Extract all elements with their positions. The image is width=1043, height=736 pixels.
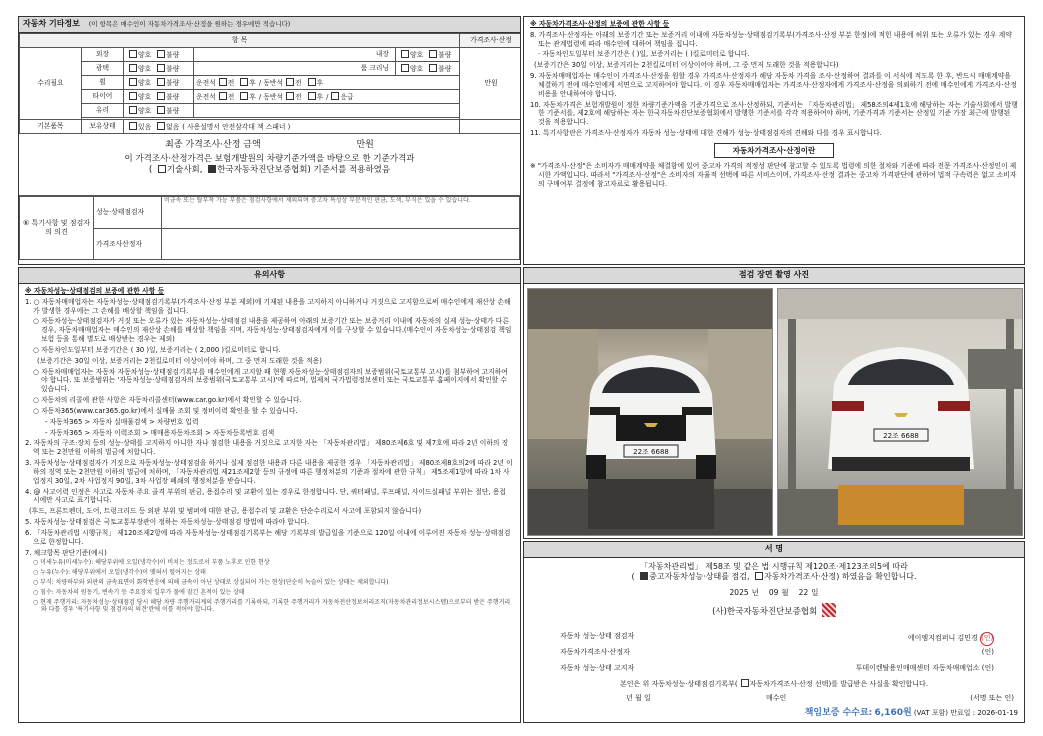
interior-options: 양호 불량	[396, 48, 460, 62]
rear-car-drawing	[778, 289, 1023, 536]
special-notes-table	[19, 196, 520, 260]
other-info-title: 자동차 기타정보	[23, 19, 80, 28]
wheel-positions: 운전석 전 후 / 동반석 전 후	[194, 76, 460, 90]
inspector-name: 에이엠지컴퍼니 김민경 (인)	[908, 632, 994, 646]
signature-date: 2025 년 09 월 22 일	[729, 588, 819, 597]
checkbox[interactable]	[331, 92, 339, 100]
row-cleaning: 룸 크리닝	[194, 62, 396, 76]
checkbox[interactable]	[219, 78, 227, 86]
fee-value: 6,160원	[874, 708, 912, 718]
wheel-options: 양호 불량	[124, 76, 194, 90]
note-3: 3. 자동차성능·상태점검자가 거짓으로 자동차성능·상태점검을 하거나 실제 점검한 내용과 다른 내용을 제공한 경우 「자동차관리법」 제80조제8호의2에 따라 2년 이하의 징역 또는 2천만원 이하의 벌금에 처하며, 「자동차관리법 제21조제2항 등의 규정에 따른 행정처분의 기준과 절차에 관한 규칙」 제5조제1항에 따라 1차 사업정지 30일, 2차 사업정지 90일, 3차 사업장 폐쇄의 행정처분을 받습니다.	[25, 459, 513, 485]
note-4b: (후드, 프론트펜더, 도어, 트렁크리드 등 외판 부위 및 범퍼에 대한 판금, 용접수리 및 교환은 단순수리로서 사고에 포함되지 않습니다)	[29, 507, 422, 516]
price-guarantee-title: ※ 자동차가격조사·산정의 보증에 관한 사항 등	[530, 20, 670, 28]
signature-line-2: ( 중고자동차성능·상태를 점검, 자동차가격조사·산정) 하였음을 확인합니다.	[631, 572, 917, 581]
gloss-options: 양호 불량	[124, 62, 194, 76]
note-7e: ○ 현재 주행거리: 자동차성능·상태점검 당시 해당 차량 주행거리계의 주행거리를 기록하되, 기록한 주행거리가 자동차전산정보처리조직(자동차관리정보시스템)으로부터 받은 주행거리와 다를 경우 '특기사항 및 점검자의 의견'란에 이를 적어야 합니다.	[33, 598, 511, 614]
other-info-note: (이 항목은 매수인이 자동차가격조사·산정을 원하는 경우에만 적습니다)	[88, 20, 291, 28]
inspector-label: 자동차 성능·상태 점검자	[560, 632, 635, 640]
buyer-label: 매수인	[766, 694, 787, 702]
checkbox[interactable]	[219, 92, 227, 100]
checkbox[interactable]	[157, 106, 165, 114]
note-1h: - 자동차365 > 자동차 실매물검색 > 차량번호 입력	[45, 417, 199, 426]
appraiser-seal: (인)	[981, 648, 994, 656]
note-4: 4. @ 사고이력 인정은 사고로 자동차 주요 골격 부위의 판금, 용접수리 및 교환이 있는 경우로 한정합니다. 단, 쿼터패널, 루프패널, 사이드실패널 부위는 절단, 용접 시에만 사고로 표기합니다.	[25, 487, 506, 505]
final-price-unit: 만원	[356, 140, 374, 150]
checkbox[interactable]	[429, 50, 437, 58]
note-1c: ○ 자동차인도일부터 보증기간은 ( 30 )일, 보증거리는 ( 2,000 )킬로미터로 합니다.	[33, 345, 281, 354]
tire-positions: 운전석 전 후 / 동반석 전 후 / 응급	[194, 90, 460, 104]
note-7c: ○ 부식: 차량하부와 외판의 금속표면이 화학반응에 의해 금속이 아닌 상태로 상실되어 가는 현상(단순히 녹슬어 있는 상태는 제외합니다)	[33, 578, 389, 586]
checkbox[interactable]	[157, 122, 165, 130]
front-plate: 22조 6688	[633, 448, 669, 456]
price-guarantee-panel	[523, 16, 1025, 265]
row-exterior: 외장	[82, 48, 124, 62]
row-interior: 내장	[194, 48, 396, 62]
notes-header: 유의사항	[19, 268, 520, 284]
price-item-8: 8. 가격조사·산정자는 아래의 보증기간 또는 보증거리 이내에 자동차성능·상태점검기록부(가격조사·산정 부분 한정)에 적힌 내용에 허위 또는 오류가 있는 경우 계약 또는 관계법령에 따라 매수인에 대하여 책임을 집니다.	[530, 30, 1012, 48]
price-item-11: 11. 특기사항란은 가격조사·산정자가 자동차 성능·상태에 대한 견해가 성능·상태점검자의 견해와 다를 경우 표시합니다.	[530, 129, 882, 138]
checkbox[interactable]	[129, 122, 137, 130]
cleaning-options: 양호 불량	[396, 62, 460, 76]
fee-note: (VAT 포함) 만료일 : 2026-01-19	[913, 709, 1018, 717]
definition-title: 자동차가격조사·산정이란	[714, 143, 835, 158]
basis-line-2: ( 기술사회, 한국자동차진단보증협회) 기준서를 적용하였음	[148, 164, 391, 175]
notes-subtitle: ※ 자동차성능·상태점검의 보증에 관한 사항 등	[25, 287, 165, 295]
definition-text: ※ "가격조사·산정"은 소비자가 매매계약을 체결함에 있어 중고차 가격의 적정성 판단에 참고할 수 있도록 법령에 의한 절차와 기준에 따라 전문 가격조사·산정인이 제시한 가액입니다. 따라서 "가격조사·산정"은 소비자의 자율적 선택에 따른 서비스이며, 가격조사·산정 결과는 중고차 가격판단에 관하여 법적 구속력은 없고 소비자의 구매여부 결정에 참고자료로 활용됩니다.	[530, 162, 1017, 188]
checkbox[interactable]	[401, 50, 409, 58]
possession-options: 있음 없음 ( 사용설명서 안전삼각대 잭 스패너 )	[124, 120, 460, 134]
final-price-block	[19, 134, 520, 196]
other-info-panel	[18, 16, 521, 265]
price-appraiser-label: 가격조사산정자	[94, 228, 162, 260]
notes-panel	[18, 267, 521, 723]
signature-header: 서 명	[524, 542, 1024, 558]
glass-options: 양호 불량	[124, 104, 194, 118]
checkbox[interactable]	[129, 64, 137, 72]
final-price-label: 최종 가격조사·산정 금액	[165, 140, 261, 150]
front-car-photo	[527, 288, 773, 536]
rear-plate: 22조 6688	[883, 432, 919, 440]
other-info-table	[19, 33, 521, 134]
checkbox[interactable]	[755, 572, 763, 580]
checkbox[interactable]	[158, 165, 166, 173]
col-price-header: 가격조사·산정	[460, 34, 521, 48]
note-7a: ○ 미세누유(미세누수): 해당부위에 오일(냉각수)이 비치는 정도로서 부품 노후로 인한 현상	[33, 559, 270, 567]
notifier-label: 자동차 성능·상태 고지자	[560, 664, 635, 672]
checkbox[interactable]	[129, 50, 137, 58]
front-car-drawing	[528, 289, 773, 536]
fee-label: 책임보증 수수료:	[804, 708, 873, 718]
checkbox[interactable]	[129, 92, 137, 100]
checkbox[interactable]	[208, 165, 216, 173]
checkbox[interactable]	[240, 92, 248, 100]
receipt-row: 본인은 위 자동차성능·상태점검기록부( 자동차가격조사·산정 선택)를 발급받은 사실을 확인합니다.	[620, 680, 928, 688]
exterior-options: 양호 불량	[124, 48, 194, 62]
checkbox[interactable]	[429, 64, 437, 72]
note-1d: (보증기간은 30일 이상, 보증거리는 2천킬로미터 이상이어야 하며, 그 중 먼저 도래한 것을 적용)	[37, 356, 322, 365]
note-5: 5. 자동차성능·상태점검은 국토교통부장관이 정하는 자동차성능·상태점검 방법에 따라야 합니다.	[25, 518, 310, 527]
note-7: 7. 체크항목 판단기준(예시)	[25, 548, 107, 557]
signature-panel	[523, 541, 1025, 723]
price-item-8b: (보증기간은 30일 이상, 보증거리는 2천킬로미터 이상이어야 하며, 그 중 먼저 도래한 것을 적용합니다)	[534, 61, 839, 70]
checkbox[interactable]	[741, 679, 749, 687]
price-item-10: 10. 자동차가격은 보험개발원이 정한 차량기준가액을 기준가격으로 조사·산정하되, 기준서는 「자동차관리법」 제58조의4제1호에 해당하는 자는 기술사회에서 발행한 기준서를, 제2호에 해당하는 자는 한국자동차진단보증협회에서 발행한 기준서를 각각 적용하여야 하며, 기준가격과 기준서는 산정일 기준 가장 최근에 발행된 것을 적용합니다.	[530, 100, 1018, 127]
row-tire: 타이어	[82, 90, 124, 104]
checkbox[interactable]	[286, 92, 294, 100]
note-1e: ○ 자동차매매업자는 자동차 자동차성능·상태점검기록부를 매수인에게 고지할 때 현행 자동차성능·상태점검자의 보증범위(국토교통부 고시)를 첨부하여 고지하여야 합니다. 또 보증범위는 '자동차성능·상태점검자의 보증범위(국토교통부 고시)'에 따르며, 법제처 국가법령정보센터 또는 국토교통부 홈페이지에서 확인할 수 있습니다.	[33, 367, 508, 394]
note-1f: ○ 자동차의 리콜에 관한 사항은 자동차리콜센터(www.car.go.kr)에서 확인할 수 있습니다.	[33, 396, 302, 405]
note-6: 6. 「자동차관리법 시행규칙」 제120조제2항에 따라 자동차성능·상태점검기록부는 해당 기록부의 발급일을 기준으로 120일 이내에 이루어진 자동차 성능·상태점검으로 한정합니다.	[25, 528, 511, 546]
signature-line-1: 「자동차관리법」 제58조 및 같은 법 시행규칙 제120조·제123조의5에 따라	[640, 562, 908, 571]
special-label: ⑥ 특기사항 및 점검자의 의견	[20, 197, 94, 260]
note-7b: ○ 누유(누수): 해당부위에서 오일(냉각수)이 맺혀서 떨어지는 상태	[33, 569, 206, 577]
price-item-9: 9. 자동차매매업자는 매수인이 가격조사·산정을 원할 경우 가격조사·산정자가 해당 자동차 가격을 조사·산정하여 결과를 이 서식에 적도록 한 후, 반드시 매매계약을 체결하기 전에 매수인에게 서면으로 고지하여야 합니다. 이 경우 자동차매매업자는 가격조사·산정자에게 가격조사·산정을 의뢰하기 전에 매수인에게 가격조사·산정 비용을 안내하여야 합니다.	[530, 72, 1017, 98]
photos-header: 점검 장면 촬영 사진	[524, 268, 1024, 284]
checkbox[interactable]	[157, 50, 165, 58]
checkbox[interactable]	[157, 64, 165, 72]
org-seal-icon	[822, 603, 836, 617]
note-1b: ○ 자동차성능·상태점검자가 거짓 또는 오류가 있는 자동차성능·상태점검 내용을 제공하여 아래의 보증기간 또는 보증거리 이내에 자동차의 실제 성능·상태가 다른 경우, 자동차매매업자는 매수인의 재산상 손해를 배상할 책임을 지며, 자동차성능·상태점검자에게 이를 구상할 수 있습니다.(매수인이 자동차성능·상태점검 책임보험 등을 통해 별도로 배상받는 경우는 제외)	[33, 317, 512, 344]
checkbox[interactable]	[157, 92, 165, 100]
checkbox[interactable]	[308, 92, 316, 100]
photos-panel	[523, 267, 1025, 539]
possession-label: 보유상태	[82, 120, 124, 134]
checkbox[interactable]	[129, 78, 137, 86]
checkbox[interactable]	[157, 78, 165, 86]
other-info-header	[19, 17, 520, 33]
note-2: 2. 자동차의 구조·장치 등의 성능·상태를 고지하지 아니한 자나 점검한 내용을 거짓으로 고지한 자는 「자동차관리법」 제80조제6호 및 제7호에 따라 2년 이하의 징역 또는 2천만원 이하의 벌금에 처합니다.	[25, 439, 509, 457]
notifier-name: 투데이렌탈용인매매센터 자동차매매업소 (인)	[855, 664, 994, 672]
checkbox[interactable]	[401, 64, 409, 72]
note-1g: ○ 자동차365(www.car365.go.kr)에서 실매물 조회 및 정비이력 확인을 할 수 있습니다.	[33, 406, 298, 415]
basis-line-1: 이 가격조사·산정가격은 보험개발원의 차량기준가액을 바탕으로 한 기준가격과	[124, 154, 415, 165]
buyer-sign: (서명 또는 인)	[970, 694, 1014, 702]
appraiser-label: 자동차가격조사·산정자	[560, 648, 630, 656]
inspector-stamp-icon: (인)	[980, 632, 994, 646]
rear-car-photo	[777, 288, 1023, 536]
repair-label: 수리필요	[20, 48, 82, 120]
checkbox[interactable]	[240, 78, 248, 86]
note-1i: - 자동차365 > 자동차 이력조회 > 매매용자동차조회 > 자동차등록번호 검색	[45, 428, 275, 437]
checkbox[interactable]	[286, 78, 294, 86]
buyer-date: 년 월 일	[626, 694, 651, 702]
checkbox[interactable]	[308, 78, 316, 86]
checkbox[interactable]	[640, 572, 648, 580]
note-7d: ○ 침수: 자동차의 원동기, 변속기 등 주요장치 일부가 물에 잠긴 흔적이 있는 상태	[33, 588, 245, 596]
col-item-header: 항 목	[20, 34, 460, 48]
perf-inspector-note: 비금속 또는 탈부착 가능 부품은 점검사항에서 제외되며 중고차 특성상 부분적인 판금, 도색, 부식은 있을 수 있습니다.	[162, 197, 520, 229]
row-wheel: 휠	[82, 76, 124, 90]
basic-items-label: 기본품목	[20, 120, 82, 134]
price-unit: 만원	[460, 48, 521, 120]
checkbox[interactable]	[129, 106, 137, 114]
price-item-8a: · 자동차인도일부터 보증기간은 ( )일, 보증거리는 ( )킬로미터로 합니다.	[538, 50, 750, 59]
perf-inspector-label: 성능·상태점검자	[94, 197, 162, 229]
note-1: 1. ○ 자동차매매업자는 자동차성능·상태점검기록부(가격조사·산정 부분 제외)에 기재된 내용을 고지하지 아니하거나 거짓으로 고지함으로써 매수인에게 재산상 손해가 발생한 경우에는 그 손해를 배상할 책임을 집니다.	[25, 297, 511, 315]
row-glass: 유리	[82, 104, 124, 118]
fee-row	[530, 708, 1018, 719]
signature-org: (사)한국자동차진단보증협회	[524, 603, 1024, 618]
row-gloss: 광택	[82, 62, 124, 76]
tire-options: 양호 불량	[124, 90, 194, 104]
